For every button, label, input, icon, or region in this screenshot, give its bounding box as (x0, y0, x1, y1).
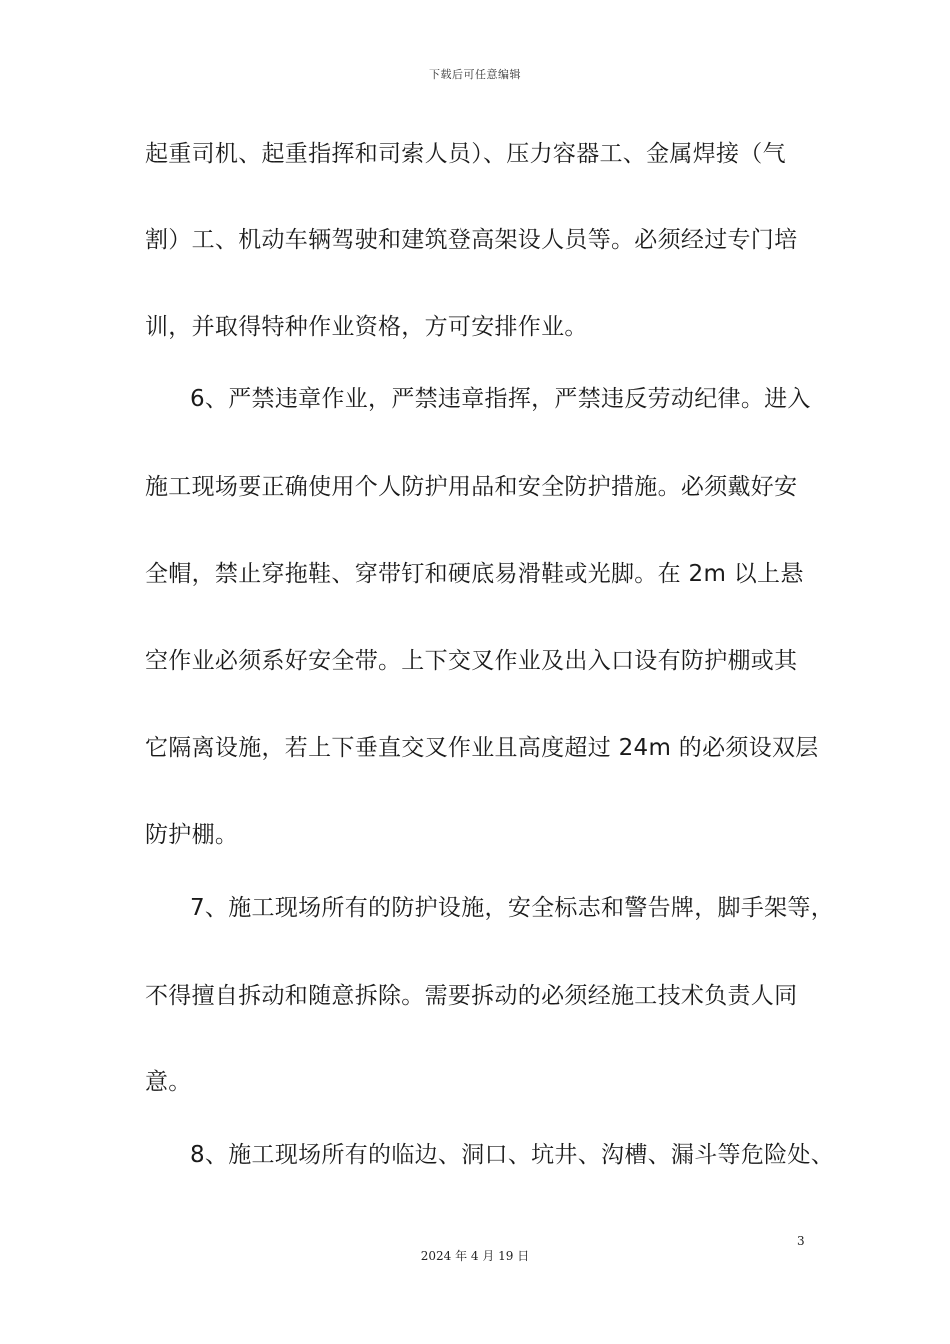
text-line: 训，并取得特种作业资格，方可安排作业。 (145, 314, 588, 340)
text-line: 6、严禁违章作业，严禁违章指挥，严禁违反劳动纪律。进入 (190, 386, 811, 412)
footer-date: 2024 年 4 月 19 日 (420, 1249, 530, 1263)
text-line: 防护棚。 (145, 822, 239, 848)
text-line: 7、施工现场所有的防护设施，安全标志和警告牌，脚手架等， (190, 895, 835, 921)
text-line: 割）工、机动车辆驾驶和建筑登高架设人员等。必须经过专门培 (145, 227, 798, 253)
text-line: 8、施工现场所有的临边、洞口、坑井、沟槽、漏斗等危险处、 (190, 1142, 835, 1168)
header-note: 下载后可任意编辑 (429, 68, 521, 81)
text-line: 它隔离设施，若上下垂直交叉作业且高度超过 24m 的必须设双层 (145, 735, 819, 761)
text-line: 空作业必须系好安全带。上下交叉作业及出入口设有防护棚或其 (145, 648, 798, 674)
text-line: 全帽，禁止穿拖鞋、穿带钉和硬底易滑鞋或光脚。在 2m 以上悬 (145, 561, 804, 587)
text-line: 施工现场要正确使用个人防护用品和安全防护措施。必须戴好安 (145, 474, 798, 500)
text-line: 起重司机、起重指挥和司索人员）、压力容器工、金属焊接（气 (145, 141, 786, 167)
text-line: 意。 (145, 1069, 192, 1095)
text-line: 不得擅自拆动和随意拆除。需要拆动的必须经施工技术负责人同 (145, 983, 798, 1009)
page-number: 3 (797, 1234, 805, 1248)
